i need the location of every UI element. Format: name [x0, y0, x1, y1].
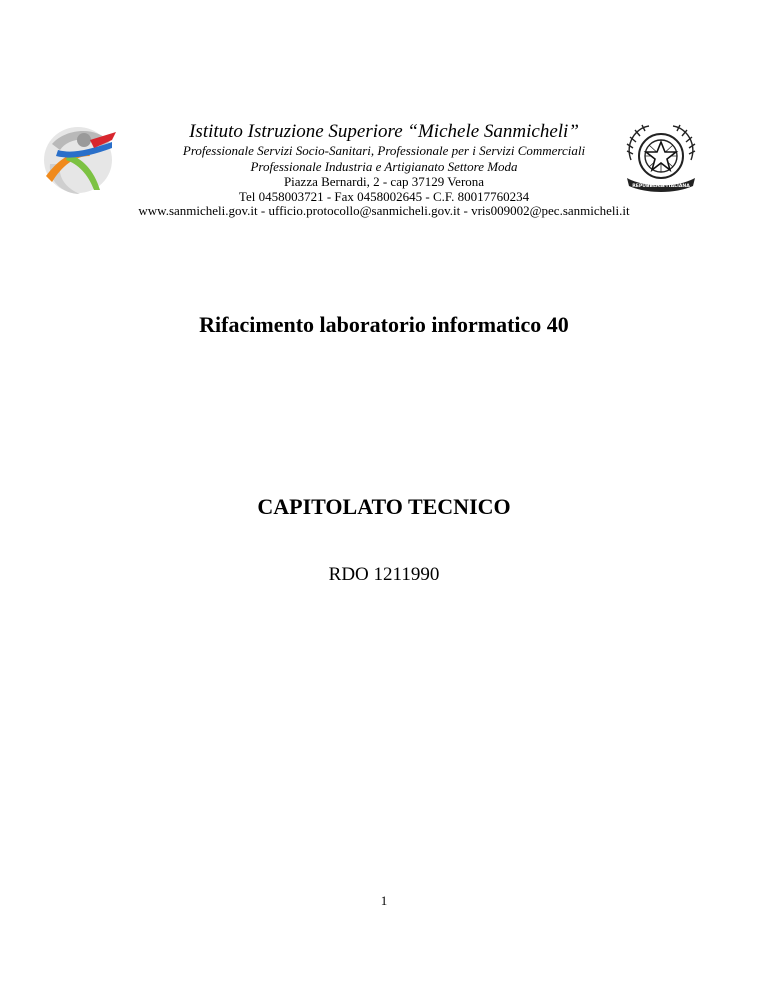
document-title: CAPITOLATO TECNICO [257, 494, 511, 519]
institute-name: Istituto Istruzione Superiore “Michele Sanmicheli” [189, 121, 579, 142]
institute-subtitle-1: Professionale Servizi Socio-Sanitari, Professionale per i Servizi Commerciali [182, 143, 586, 158]
republic-emblem [619, 120, 703, 194]
page-number: 1 [380, 893, 388, 908]
institute-info [100, 118, 668, 203]
institute-subtitle-2: Professionale Industria e Artigianato Settore Moda [250, 159, 518, 174]
institute-address: Piazza Bernardi, 2 - cap 37129 Verona [283, 174, 485, 189]
project-title: Rifacimento laboratorio informatico 40 [199, 312, 569, 337]
institute-web-email: www.sanmicheli.gov.it - ufficio.protocollo@sanmicheli.gov.it - vris009002@pec.sanmicheli.it [138, 203, 630, 218]
institute-phone-fax: Tel 0458003721 - Fax 0458002645 - C.F. 80017760234 [238, 189, 530, 204]
emblem-ribbon-text: REPUBBLICA ITALIANA [632, 184, 690, 189]
rdo-number: RDO 1211990 [328, 564, 440, 585]
